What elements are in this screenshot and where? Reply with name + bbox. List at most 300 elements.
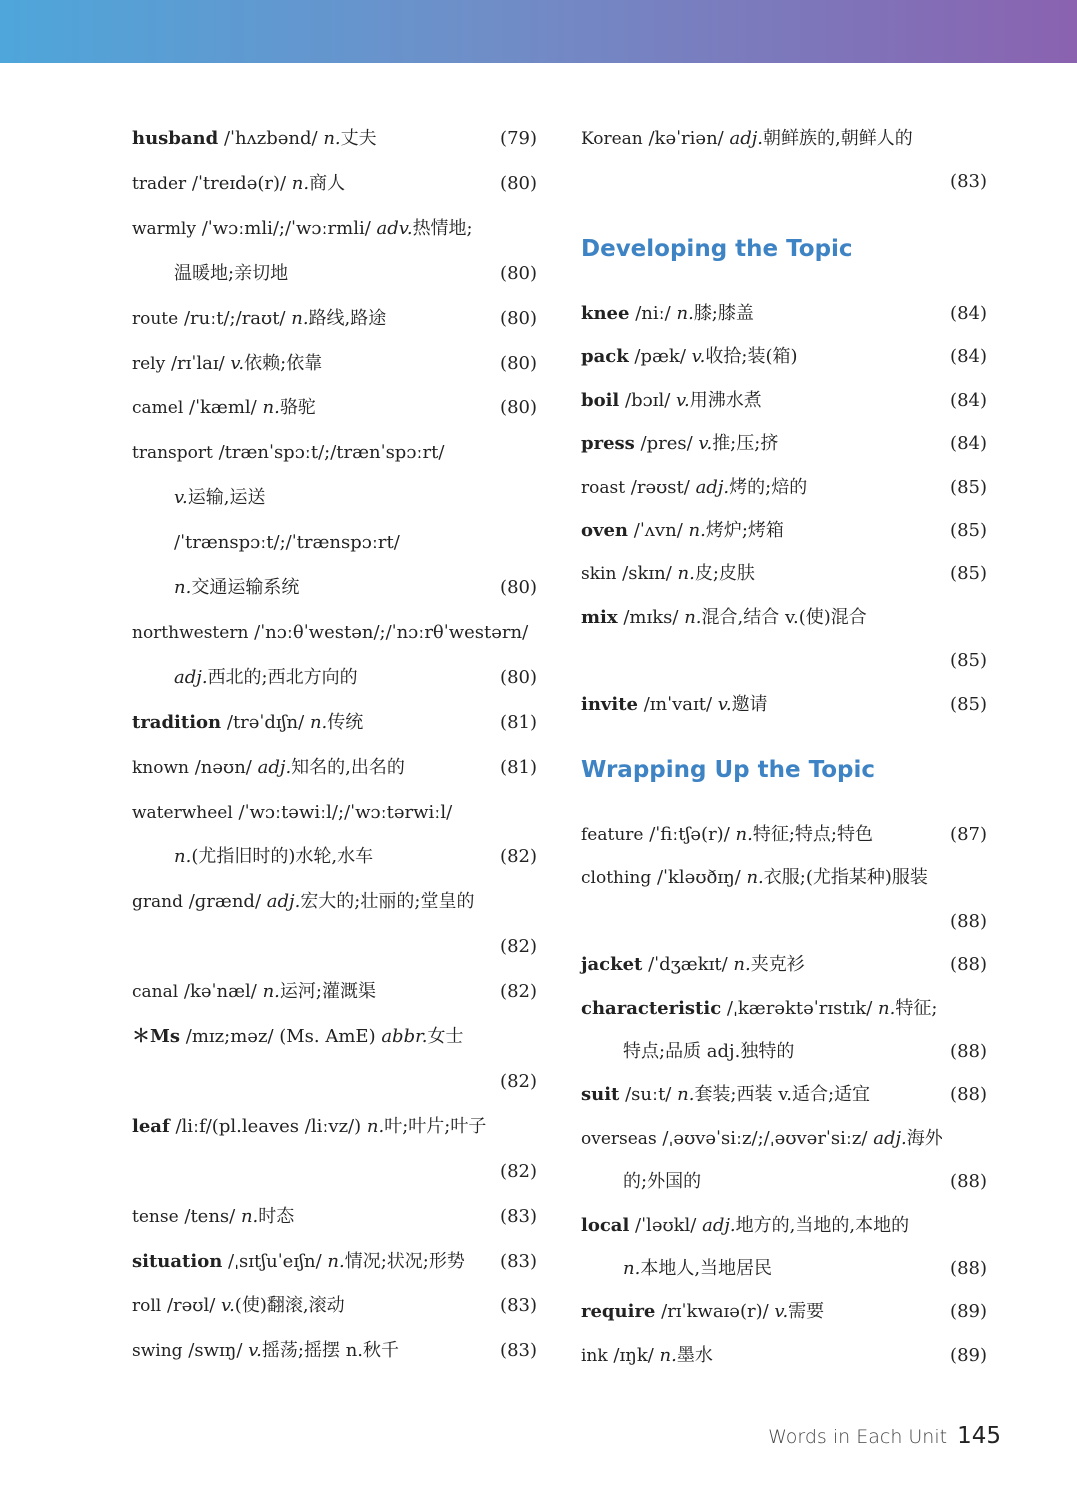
pronunciation: /niː/ — [635, 303, 671, 324]
entry-knee — [581, 299, 987, 329]
entry-roll — [132, 1291, 537, 1321]
entry-text — [132, 1291, 345, 1321]
entry-continuation — [581, 1037, 987, 1067]
page-ref: (85) — [950, 563, 987, 585]
headword: trader — [132, 173, 187, 194]
pronunciation: /ɪnˈvaɪt/ — [643, 693, 713, 715]
entry-transport — [132, 438, 537, 468]
section-heading-wrapping: Wrapping Up the Topic — [581, 757, 876, 783]
section-heading-developing: Developing the Topic — [581, 236, 853, 262]
page-ref: (82) — [500, 1160, 537, 1182]
headword: roll — [132, 1296, 162, 1317]
entry-require — [581, 1297, 987, 1327]
headword: mix — [581, 606, 618, 628]
pronunciation: /rɪˈlaɪ/ — [170, 352, 225, 374]
definition: 骆驼 — [279, 397, 316, 419]
headword: known — [132, 757, 189, 778]
part-of-speech: adj. — [266, 891, 301, 913]
page-ref: (84) — [950, 389, 987, 411]
part-of-speech: v. — [248, 1340, 262, 1362]
part-of-speech: v. — [774, 1301, 789, 1323]
definition: 知名的,出名的 — [291, 756, 405, 778]
pronunciation: /mɪks/ — [623, 606, 679, 628]
definition: 混合,结合 v.(使)混合 — [701, 606, 867, 628]
definition: 海外 — [906, 1127, 943, 1149]
headword: leaf — [132, 1115, 170, 1137]
pronunciation: /ˈhʌzbənd/ — [223, 128, 318, 149]
page-ref: (83) — [500, 1340, 537, 1362]
part-of-speech: n. — [746, 867, 764, 889]
headword: require — [581, 1301, 656, 1323]
page-ref: (83) — [500, 1295, 537, 1317]
definition: 特征; — [895, 997, 938, 1019]
pronunciation: /rɪˈkwaɪə(r)/ — [661, 1301, 769, 1323]
definition: 商人 — [309, 172, 346, 194]
entry-text — [132, 1247, 465, 1277]
definition: 夹克衫 — [750, 954, 805, 976]
part-of-speech: adv. — [376, 217, 413, 239]
part-of-speech: n. — [688, 520, 706, 541]
part-of-speech: v. — [717, 693, 732, 715]
definition: 路线,路途 — [308, 307, 387, 329]
page-ref: (83) — [500, 1250, 537, 1272]
entry-overseas — [581, 1124, 987, 1154]
entry-oven — [581, 516, 987, 546]
part-of-speech: v. — [698, 433, 713, 455]
definition-continued: 交通运输系统 — [191, 577, 300, 598]
entry-continuation — [581, 1167, 987, 1197]
pronunciation: /liːf/(pl.leaves /liːvz/) — [175, 1115, 362, 1137]
part-of-speech: n. — [733, 954, 751, 976]
entry-text — [581, 559, 755, 589]
pronunciation: /kəˈriən/ — [648, 128, 724, 149]
definition: 地方的,当地的,本地的 — [735, 1214, 910, 1236]
entry-tense — [132, 1202, 537, 1232]
pronunciation: /ˈkæml/ — [189, 397, 257, 419]
entry-text — [132, 708, 363, 738]
page-footer — [768, 1420, 1001, 1452]
entry-text — [623, 1167, 701, 1197]
page-ref: (82) — [500, 846, 537, 868]
entry-text — [623, 1254, 772, 1284]
page-ref: (85) — [950, 650, 987, 672]
entry-text — [132, 1336, 399, 1366]
page-ref: (80) — [500, 172, 537, 194]
entry-roast — [581, 473, 987, 503]
entry-clothing — [581, 863, 987, 893]
entry-text — [581, 299, 754, 329]
entry-continuation — [581, 1254, 987, 1284]
headword: husband — [132, 128, 219, 149]
page-ref: (80) — [500, 352, 537, 374]
pronunciation: /skɪn/ — [622, 563, 672, 585]
part-of-speech: abbr. — [381, 1026, 428, 1047]
page-ref: (85) — [950, 693, 987, 715]
entry-text — [581, 1211, 909, 1241]
entry-text — [132, 349, 322, 379]
page-number: 145 — [957, 1423, 1001, 1449]
entry-press — [581, 429, 987, 459]
part-of-speech: v. — [676, 389, 690, 411]
page-ref: (84) — [950, 433, 987, 455]
pronunciation: /nəʊn/ — [194, 756, 252, 778]
pronunciation: /rəʊl/ — [166, 1295, 216, 1317]
headword: canal — [132, 982, 179, 1003]
page-ref: (89) — [950, 1301, 987, 1323]
headword: Korean — [581, 129, 643, 149]
definition: 依赖;依靠 — [244, 352, 323, 374]
entry-canal — [132, 977, 537, 1007]
headword: ＊Ms — [132, 1026, 181, 1047]
entry-situation — [132, 1247, 537, 1277]
headword: transport — [132, 443, 213, 464]
part-of-speech: n. — [262, 397, 280, 419]
part-of-speech: n. — [677, 1084, 695, 1106]
headword: swing — [132, 1341, 183, 1362]
headword: ink — [581, 1345, 608, 1366]
entry-text — [174, 483, 266, 513]
entry-continuation — [132, 1157, 537, 1187]
page-ref: (81) — [500, 711, 537, 733]
page-ref: (84) — [950, 346, 987, 368]
entry-text — [174, 663, 358, 693]
page-ref: (83) — [500, 1205, 537, 1227]
pronunciation: /kəˈnæl/ — [183, 981, 257, 1003]
part-of-speech: adj. — [257, 756, 292, 778]
entry-text — [581, 950, 805, 980]
page-ref: (80) — [500, 307, 537, 329]
part-of-speech: n. — [623, 1258, 641, 1279]
entry-text — [581, 429, 778, 459]
entry-text — [132, 798, 452, 828]
entry-continuation — [581, 907, 987, 937]
entry-boil — [581, 386, 987, 416]
entry-text — [132, 887, 474, 917]
part-of-speech: n. — [291, 172, 310, 194]
entry-text — [581, 124, 913, 154]
entry-continuation — [581, 167, 987, 197]
part-of-speech: n. — [735, 824, 753, 845]
entry-text — [132, 1022, 463, 1052]
pronunciation: /bɔɪl/ — [625, 389, 671, 411]
entry-text — [174, 259, 288, 289]
headword: route — [132, 308, 179, 329]
headword: overseas — [581, 1128, 657, 1149]
part-of-speech: adj. — [174, 666, 208, 688]
pronunciation: /pres/ — [640, 433, 693, 455]
headword: grand — [132, 892, 183, 913]
part-of-speech: n. — [174, 846, 192, 868]
pronunciation: /ɡrænd/ — [188, 891, 262, 913]
page-ref: (85) — [950, 476, 987, 498]
definition: (使)翻滚,滚动 — [234, 1295, 345, 1317]
pronunciation: /ruːt/;/raʊt/ — [183, 307, 286, 329]
definition: 朝鲜族的,朝鲜人的 — [763, 128, 913, 149]
entry-waterwheel — [132, 798, 537, 828]
page-ref: (79) — [500, 128, 537, 149]
pronunciation: /pæk/ — [634, 346, 686, 368]
pronunciation: /trænˈspɔːt/;/trænˈspɔːrt/ — [218, 442, 445, 464]
definition-continued: 特点;品质 adj.独特的 — [623, 1041, 795, 1062]
headword: tradition — [132, 711, 222, 733]
part-of-speech: n. — [677, 563, 695, 585]
definition: 特征;特点;特色 — [752, 824, 873, 845]
entry-text — [581, 690, 768, 720]
entry-korean — [581, 124, 987, 154]
definition: 叶;叶片;叶子 — [384, 1115, 487, 1137]
pronunciation: /ˌəʊvəˈsiːz/;/ˌəʊvərˈsiːz/ — [662, 1127, 868, 1149]
entry-text — [581, 1341, 713, 1371]
entry-text — [581, 1297, 824, 1327]
pronunciation: /ˈwɔːtəwiːl/;/ˈwɔːtərwiːl/ — [238, 801, 453, 823]
entry-grand — [132, 887, 537, 917]
entry-camel — [132, 393, 537, 423]
page-ref: (84) — [950, 303, 987, 324]
part-of-speech: n. — [676, 303, 694, 324]
part-of-speech: n. — [323, 128, 341, 149]
page-ref: (88) — [950, 1258, 987, 1279]
definition: 膝;膝盖 — [693, 303, 754, 324]
pronunciation: /ˌsɪtʃuˈeɪʃn/ — [228, 1250, 322, 1272]
definition: 需要 — [788, 1301, 825, 1323]
entry-continuation — [132, 842, 537, 872]
page-ref: (82) — [500, 936, 537, 958]
headword: rely — [132, 353, 166, 374]
part-of-speech: adj. — [729, 128, 764, 149]
entry-text — [132, 438, 444, 468]
pronunciation: /ˈnɔːθˈwestən/;/ˈnɔːrθˈwestərn/ — [254, 621, 529, 643]
pronunciation: /ˈwɔːmli/;/ˈwɔːrmli/ — [201, 217, 371, 239]
part-of-speech: v. — [221, 1295, 235, 1317]
headword: tense — [132, 1206, 179, 1227]
entry-local — [581, 1211, 987, 1241]
headword: characteristic — [581, 997, 722, 1019]
entry-pack — [581, 342, 987, 372]
definition: 套装;西装 v.适合;适宜 — [694, 1084, 871, 1106]
entry-text — [581, 994, 937, 1024]
part-of-speech: n. — [174, 577, 192, 598]
pronunciation: /suːt/ — [625, 1084, 672, 1106]
entry-text — [132, 304, 386, 334]
pronunciation: /swɪŋ/ — [188, 1340, 243, 1362]
definition: 衣服;(尤指某种)服装 — [763, 867, 928, 889]
entry-feature — [581, 820, 987, 850]
definition-continued: /ˈtrænspɔːt/;/ˈtrænspɔːrt/ — [174, 532, 400, 554]
definition: 情况;状况;形势 — [344, 1250, 465, 1272]
pronunciation: /ˈkləʊðɪŋ/ — [656, 867, 741, 889]
entry-text — [132, 393, 316, 423]
headword: situation — [132, 1250, 223, 1272]
entry-swing — [132, 1336, 537, 1366]
page-ref: (87) — [950, 824, 987, 845]
definition: 用沸水煮 — [689, 389, 762, 411]
headword: waterwheel — [132, 802, 233, 823]
part-of-speech: n. — [262, 981, 280, 1003]
headword: suit — [581, 1084, 620, 1106]
entry-northwestern — [132, 618, 537, 648]
part-of-speech: n. — [878, 997, 896, 1019]
entry-text — [581, 863, 928, 893]
page-ref: (82) — [500, 981, 537, 1003]
definition: 摇荡;摇摆 n.秋千 — [261, 1340, 400, 1362]
page-ref: (80) — [500, 262, 537, 284]
definition-continued: (尤指旧时的)水轮,水车 — [191, 846, 374, 868]
definition: 运河;灌溉渠 — [279, 981, 376, 1003]
entry-leaf — [132, 1112, 537, 1142]
page-ref: (85) — [950, 520, 987, 541]
pronunciation: /mɪz;məz/ (Ms. AmE) — [185, 1026, 376, 1047]
entry-continuation — [132, 573, 537, 603]
headword: camel — [132, 398, 184, 419]
definition-continued: 本地人,当地居民 — [640, 1258, 773, 1279]
part-of-speech: n. — [240, 1205, 259, 1227]
page-ref: (88) — [950, 1171, 987, 1193]
headword: skin — [581, 564, 617, 585]
entry-text — [132, 618, 528, 648]
definition: 烤炉;烤箱 — [705, 520, 784, 541]
page-ref: (80) — [500, 666, 537, 688]
entry-text — [174, 528, 400, 558]
page-ref: (89) — [950, 1344, 987, 1366]
entry-text — [581, 516, 784, 546]
page-ref: (82) — [500, 1070, 537, 1092]
entry-continuation — [132, 259, 537, 289]
definition: 热情地; — [412, 217, 473, 239]
page-ref: (88) — [950, 954, 987, 976]
page-ref: (83) — [950, 171, 987, 192]
entry-text — [132, 1202, 294, 1232]
entry-continuation — [132, 663, 537, 693]
entry-text — [174, 573, 299, 603]
headword: pack — [581, 346, 629, 368]
headword: northwestern — [132, 622, 249, 643]
definition-continued: 西北的;西北方向的 — [207, 666, 358, 688]
definition: 烤的;焙的 — [729, 476, 808, 498]
entry-ink — [581, 1341, 987, 1371]
entry-text — [132, 124, 377, 154]
pronunciation: /ˈdʒækɪt/ — [648, 954, 728, 976]
page-ref: (88) — [950, 1041, 987, 1062]
page-ref: (80) — [500, 397, 537, 419]
headword: oven — [581, 520, 629, 541]
entry-text — [132, 977, 376, 1007]
part-of-speech: n. — [659, 1344, 677, 1366]
pronunciation: /ˈʌvn/ — [633, 520, 683, 541]
entry-known — [132, 753, 537, 783]
entry-route — [132, 304, 537, 334]
definition-continued: 温暖地;亲切地 — [174, 262, 289, 284]
pronunciation: /ˈləʊkl/ — [635, 1214, 697, 1236]
part-of-speech: n. — [291, 307, 309, 329]
part-of-speech: n. — [327, 1250, 345, 1272]
page-ref: (88) — [950, 1084, 987, 1106]
entry-characteristic — [581, 994, 987, 1024]
part-of-speech: n. — [309, 711, 328, 733]
entry-continuation — [132, 1067, 537, 1097]
definition: 皮;皮肤 — [694, 563, 755, 585]
page-ref: (80) — [500, 577, 537, 598]
part-of-speech: v. — [174, 487, 188, 509]
pronunciation: /trəˈdɪʃn/ — [226, 711, 305, 733]
headword: feature — [581, 825, 644, 845]
part-of-speech: n. — [684, 606, 702, 628]
pronunciation: /ˈfiːtʃə(r)/ — [649, 824, 730, 845]
definition-continued: 运输,运送 — [187, 487, 266, 509]
footer-label: Words in Each Unit — [768, 1426, 948, 1448]
entry-husband — [132, 124, 537, 154]
entry-ms — [132, 1022, 537, 1052]
part-of-speech: v. — [230, 352, 245, 374]
entry-text — [623, 1037, 794, 1067]
entry-tradition — [132, 708, 537, 738]
definition: 收拾;装(箱) — [705, 346, 798, 368]
headword: boil — [581, 389, 620, 411]
definition: 推;压;挤 — [712, 433, 779, 455]
entry-rely — [132, 349, 537, 379]
entry-text — [581, 603, 867, 633]
page-ref: (88) — [950, 910, 987, 932]
headword: roast — [581, 477, 626, 498]
entry-text — [174, 842, 373, 872]
pronunciation: /ˌkærəktəˈrɪstɪk/ — [726, 997, 873, 1019]
pronunciation: /ɪŋk/ — [613, 1344, 654, 1366]
entry-text — [581, 342, 798, 372]
headword: clothing — [581, 868, 652, 889]
headword: invite — [581, 693, 638, 715]
part-of-speech: adj. — [702, 1214, 736, 1236]
definition: 传统 — [327, 711, 364, 733]
headword: knee — [581, 303, 630, 324]
headword: jacket — [581, 954, 643, 976]
entry-continuation — [132, 932, 537, 962]
header-banner — [0, 0, 1077, 63]
entry-text — [581, 1080, 870, 1110]
pronunciation: /ˈtreɪdə(r)/ — [191, 172, 287, 194]
entry-continuation — [132, 528, 537, 558]
entry-skin — [581, 559, 987, 589]
entry-text — [581, 473, 807, 503]
entry-continuation — [132, 483, 537, 513]
definition: 丈夫 — [340, 128, 377, 149]
part-of-speech: adj. — [873, 1127, 907, 1149]
part-of-speech: n. — [366, 1115, 385, 1137]
entry-text — [581, 386, 762, 416]
headword: press — [581, 433, 635, 455]
entry-text — [581, 820, 873, 850]
entry-trader — [132, 169, 537, 199]
page-ref: (81) — [500, 756, 537, 778]
entry-text — [132, 214, 473, 244]
entry-jacket — [581, 950, 987, 980]
entry-text — [132, 1112, 486, 1142]
headword: warmly — [132, 218, 196, 239]
definition-continued: 的;外国的 — [623, 1171, 702, 1193]
entry-text — [132, 753, 405, 783]
part-of-speech: v. — [691, 346, 706, 368]
entry-continuation — [581, 646, 987, 676]
definition: 邀请 — [731, 693, 768, 715]
entry-mix — [581, 603, 987, 633]
entry-suit — [581, 1080, 987, 1110]
pronunciation: /rəʊst/ — [630, 476, 690, 498]
entry-warmly — [132, 214, 537, 244]
definition: 女士 — [427, 1026, 464, 1047]
definition: 宏大的;壮丽的;堂皇的 — [300, 891, 475, 913]
pronunciation: /tens/ — [184, 1205, 236, 1227]
part-of-speech: adj. — [695, 476, 730, 498]
definition: 时态 — [258, 1205, 295, 1227]
entry-text — [132, 169, 345, 199]
